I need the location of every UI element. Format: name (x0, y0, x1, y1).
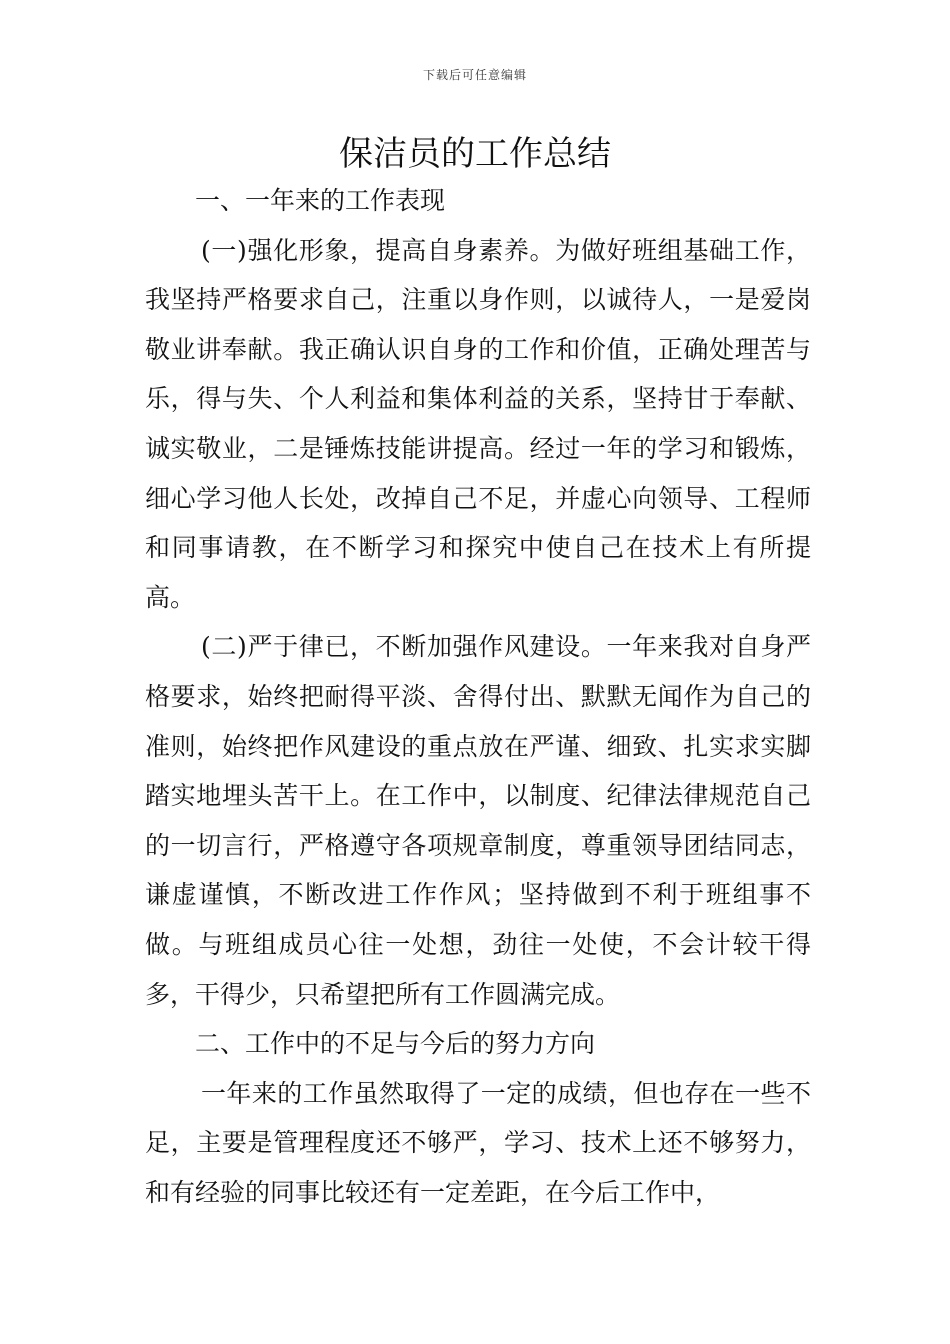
paragraph-2: (二)严于律已，不断加强作风建设。一年来我对自身严格要求，始终把耐得平淡、舍得付出、默默无闻作为自己的准则，始终把作风建设的重点放在严谨、细致、扎实求实脚踏实地埋头苦干上。在工作中，以制度、纪律法律规范自己的一切言行，严格遵守各项规章制度，尊重领导团结同志，谦虚谨慎，不断改进工作作风；坚持做到不利于班组事不做。与班组成员心往一处想，劲往一处使，不会计较干得多，干得少，只希望把所有工作圆满完成。 (145, 632, 811, 1009)
paragraph-3: 一年来的工作虽然取得了一定的成绩，但也存在一些不足，主要是管理程度还不够严，学习、技术上还不够努力，和有经验的同事比较还有一定差距，在今后工作中， (145, 1078, 811, 1207)
section-heading-1: 一、一年来的工作表现 (195, 186, 446, 215)
header-note: 下载后可任意编辑 (422, 68, 527, 82)
document-body (145, 176, 811, 1217)
document-title: 保洁员的工作总结 (339, 134, 611, 174)
section-heading-2: 二、工作中的不足与今后的努力方向 (195, 1029, 596, 1059)
paragraph-1: (一)强化形象，提高自身素养。为做好班组基础工作，我坚持严格要求自己，注重以身作则，以诚待人，一是爱岗敬业讲奉献。我正确认识自身的工作和价值，正确处理苦与乐，得与失、个人利益和集体利益的关系，坚持甘于奉献、诚实敬业，二是锤炼技能讲提高。经过一年的学习和锻炼，细心学习他人长处，改掉自己不足，并虚心向领导、工程师和同事请教，在不断学习和探究中使自己在技术上有所提高。 (145, 235, 811, 612)
